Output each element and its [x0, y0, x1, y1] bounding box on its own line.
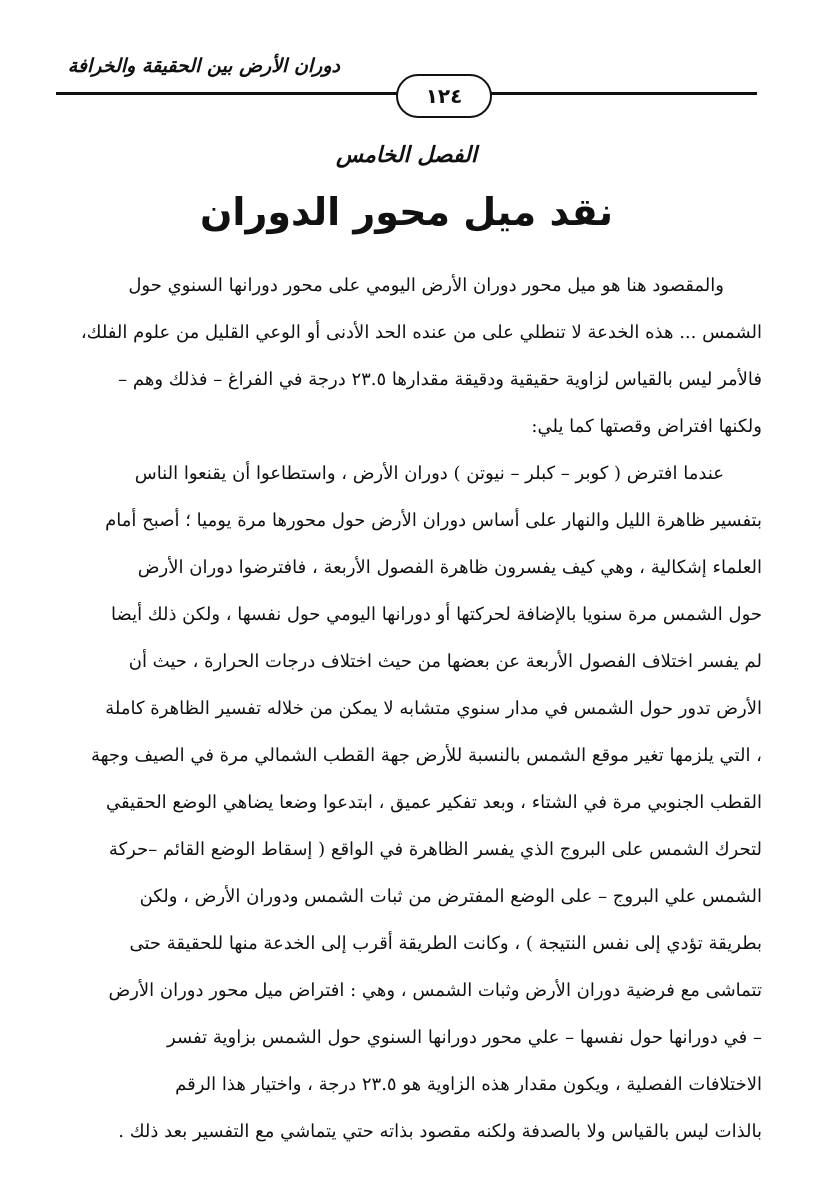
chapter-label: الفصل الخامس: [336, 142, 477, 168]
text-line: حول الشمس مرة سنويا بالإضافة لحركتها أو دورانها اليومي حول نفسها ، ولكن ذلك أيضا: [110, 604, 762, 625]
text-line: الشمس علي البروج – على الوضع المفترض من ثبات الشمس ودوران الأرض ، ولكن: [139, 886, 762, 907]
text-line: بطريقة تؤدي إلى نفس النتيجة ) ، وكانت الطريقة أقرب إلى الخدعة منها للحقيقة حتى: [129, 933, 762, 954]
text-line: تتماشى مع فرضية دوران الأرض وثبات الشمس ، وهي : افتراض ميل محور دوران الأرض: [108, 980, 762, 1001]
page-number: ١٢٤: [396, 74, 492, 118]
text-line: فالأمر ليس بالقياس لزاوية حقيقية ودقيقة مقدارها ٢٣.٥ درجة في الفراغ – فذلك وهم –: [118, 369, 762, 390]
text-line: العلماء إشكالية ، وهي كيف يفسرون ظاهرة الفصول الأربعة ، فافترضوا دوران الأرض: [137, 557, 762, 578]
running-title: دوران الأرض بين الحقيقة والخرافة: [67, 55, 340, 77]
text-line: – في دورانها حول نفسها – علي محور دورانها السنوي حول الشمس بزاوية تفسر: [167, 1027, 762, 1048]
text-line: الأرض تدور حول الشمس في مدار سنوي متشابه لا يمكن من خلاله تفسير الظاهرة كاملة: [105, 698, 762, 719]
text-line: الاختلافات الفصلية ، ويكون مقدار هذه الزاوية هو ٢٣.٥ درجة ، واختيار هذا الرقم: [175, 1074, 762, 1095]
text-line: بالذات ليس بالقياس ولا بالصدفة ولكنه مقصود بذاته حتي يتماشي مع التفسير بعد ذلك .: [118, 1121, 762, 1142]
text-line: ولكنها افتراض وقصتها كما يلي:: [531, 416, 762, 437]
text-line: بتفسير ظاهرة الليل والنهار على أساس دوران الأرض حول محورها مرة يوميا ؛ أصبح أمام: [105, 510, 762, 531]
text-line: عندما افترض ( كوبر – كبلر – نيوتن ) دوران الأرض ، واستطاعوا أن يقنعوا الناس: [134, 463, 724, 484]
text-line: لم يفسر اختلاف الفصول الأربعة عن بعضها من حيث اختلاف درجات الحرارة ، حيث أن: [128, 651, 762, 672]
text-line: الشمس ... هذه الخدعة لا تنطلي على من عنده الحد الأدنى أو الوعي القليل من علوم الفلك،: [80, 322, 762, 343]
text-line: لتحرك الشمس على البروج الذي يفسر الظاهرة في الواقع ( إسقاط الوضع القائم –حركة: [108, 839, 762, 860]
chapter-title: نقد ميل محور الدوران: [199, 190, 614, 234]
text-line: والمقصود هنا هو ميل محور دوران الأرض اليومي على محور دورانها السنوي حول: [128, 275, 724, 296]
text-line: ، التي يلزمها تغير موقع الشمس بالنسبة للأرض جهة القطب الشمالي مرة في الصيف وجهة: [90, 745, 762, 766]
body-text: [62, 262, 762, 1155]
text-line: القطب الجنوبي مرة في الشتاء ، وبعد تفكير عميق ، ابتدعوا وضعا يضاهي الوضع الحقيقي: [105, 792, 762, 813]
